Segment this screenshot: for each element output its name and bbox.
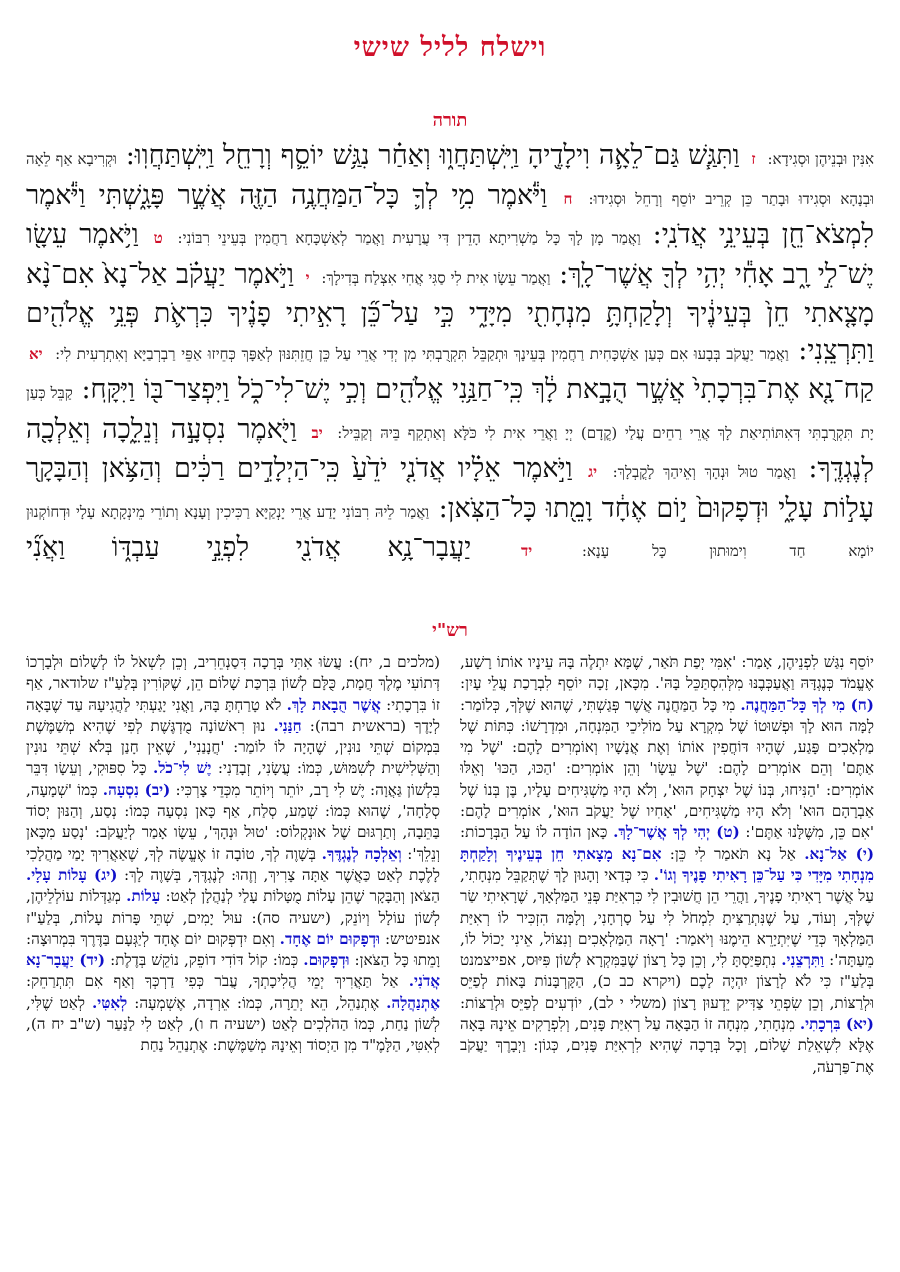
rashi-column-right — [460, 652, 874, 1252]
rashi-heading: רש"י — [432, 620, 468, 641]
rashi-text: (מלכים ב, יח): עֲשׂוּ אִתִּי בְּרָכָה דִּסַנְחֵרִיב, וְכֵן לִשְׁאֹל לוֹ לְשָׁלוֹם וּלְבָרְכוֹ דְּתוֹעִי מֶלֶךְ חֲמָת, כֻּלָּם לְשׁוֹן בִּרְכַּת שָׁלוֹם הֵן, שֶׁקּוֹרִין בְּלַעַ"ז שלודאר, אַף זוֹ בִּרְכָתִי: — [26, 653, 440, 714]
targum-text: וַאֲמַר מָן לָךְ כָּל מַשְׁרִיתָא הָדֵין דִּי עֲרָעִית וַאֲמַר לְאַשְׁכָּחָא רַחֲמִין בְּעֵינֵי רִבּוֹנִי: — [177, 229, 641, 247]
torah-verse: וַיֹּ֥אמֶר עֵשָׂ֖ו יֶשׁ־לִ֣י רָ֑ב אָחִ֕י יְהִ֥י לְךָ֖ אֲשֶׁר־לָֽךְ: — [26, 219, 874, 290]
rashi-dibur-hamatchil: (י) אַל־נָא. — [804, 844, 874, 863]
targum-text: קַבֵּל כְּעַן יָת תִּקְרֻבְתִּי דְּאִתּוֹתִיאַת לָךְ אֲרֵי רַחֵים עֲלַי (קֳדָם) יְיָ וַאֲרֵי אִית לִי כֹּלָּא וְאַתְקֵף בֵּיהּ וְקַבֵּיל: — [26, 384, 874, 442]
rashi-dibur-hamatchil: (יד) יַעֲבָר־נָא אֲדֹנִי. — [26, 951, 440, 991]
verse-number: יד — [521, 542, 533, 560]
rashi-text: מִי כָּל הַמַּחֲנֶה אֲשֶׁר פְּגַשְׁתִּי, שֶׁהוּא שֶׁלְּךָ, כְּלוֹמַר: לָמָּה הוּא לָךְ וּפְשׁוּטוֹ שֶׁל מִקְרָא עַל מוֹלִיכֵי הַמִּנְחָה, וּמִדְרָשׁוֹ: כִּתּוֹת שֶׁל מַלְאָכִים פָּגַע, שֶׁהָיוּ דּוֹחֲפִין אוֹתוֹ וְאֶת אֲנָשָׁיו וְאוֹמְרִים לָהֶם: 'שֶׁל מִי אַתֶּם' וְהֵם אוֹמְרִים לָהֶם: 'שֶׁל עֵשָׂו' וְהֵן אוֹמְרִים: 'הַכּוּ, הַכּוּ' וְאֵלּוּ אוֹמְרִים: 'הַנִּיחוּ, בְּנוֹ שֶׁל יִצְחָק הוּא', וְלֹא הָיוּ מַשְׁגִּיחִים עָלָיו, בֶּן בְּנוֹ שֶׁל אַבְרָהָם הוּא' וְלֹא הָיוּ מַשְׁגִּיחִים, 'אָחִיו שֶׁל יַעֲקֹב הוּא', אוֹמְרִים לָהֶם: 'אִם כֵּן, מִשֶּׁלָּנוּ אַתֶּם': — [460, 695, 874, 842]
torah-verse: וַיֹּ֣אמֶר אֵלָ֗יו אֲדֹנִ֤י יֹדֵ֙עַ֙ כִּֽי־הַיְלָדִ֣ים רַכִּ֔ים וְהַצֹּ֥אן וְהַבָּקָ֖ר עָל֣וֹת עָלָ֑י וּדְפָקוּם֙ י֣וֹם אֶחָ֔ד וָמֵ֖תוּ כָּל־הַצֹּֽאן: — [26, 453, 874, 524]
torah-verse: וַיֹּ֣אמֶר יַעֲקֹ֗ב אַל־נָא֙ אִם־נָ֨א מָצָ֤אתִי חֵן֙ בְּעֵינֶ֔יךָ וְלָקַחְתָּ֥ מִנְחָתִ֖י מִיָּדִ֑י כִּ֣י עַל־כֵּ֞ן רָאִ֣יתִי פָנֶ֗יךָ כִּרְאֹ֛ת פְּנֵ֥י אֱלֹהִ֖ים וַתִּרְצֵֽנִי: — [26, 258, 874, 366]
verse-number: ז — [751, 150, 756, 168]
rashi-dibur-hamatchil: (יא) בִּרְכָתִי. — [799, 1015, 874, 1034]
rashi-text: מְגַדְּלוֹת עוֹלְלֵיהֶן, לְשׁוֹן עוֹלָל וְיוֹנֵק, (ישעיה סה): עוּל יָמִים, שְׁתֵּי פָּרוֹת עָלוֹת, בְּלַעַ"ז אנפיטיש: — [26, 887, 440, 948]
rashi-text: כִּי כְּדַאי וְהָגוּן לָךְ שֶׁתְּקַבֵּל מִנְחָתִי, עַל אֲשֶׁר רָאִיתִי פָנֶיךָ, וַהֲרֵי הֵן חֲשׁוּבִין לִי כִּרְאִיַּת פְּנֵי הַמַּלְאָךְ, שֶׁרָאִיתִי שַׂר שֶׁלְּךָ, וְעוֹד, עַל שֶׁנִּתְרַצִּיתָ לִמְחֹל לִי עַל סָרְחָנִי, וְלָמָּה הִזְכִּיר לוֹ רְאִיַּת הַמַּלְאָךְ כְּדֵי שֶׁיִּתְיָרֵא הֵימֶנּוּ וְיֹאמַר: 'רָאָה הַמַּלְאָכִים וְנִצּוֹל, אֵינִי יָכוֹל לוֹ, מֵעַתָּה': — [460, 865, 874, 970]
rashi-text: לְאַט שֶׁלִּי, לְשׁוֹן נַחַת, כְּמוֹ הַהֹלְכִים לְאַט (ישעיה ח ו), לְאַט לִי לַנַּעַר (ש"ב יח ה), לְאִטִּי, הַלָּמֶ"ד מִן הַיְסוֹד וְאֵינָהּ מְשַׁמֶּשֶׁת: אֶתְנַהֵל נַחַת — [26, 993, 440, 1055]
rashi-dibur-hamatchil: (ח) מִי לְךָ כָּל־הַמַּחֲנֶה. — [740, 695, 874, 714]
rashi-commentary — [26, 652, 874, 1252]
rashi-text: הַצֹּאן וְהַבָּקָר שֶׁהֵן עָלוֹת מֻטָּלוֹת עָלַי לְנַהֲלָן לְאַט: — [160, 887, 440, 906]
verse-number: יג — [588, 463, 598, 481]
rashi-dibur-hamatchil: וּדְפָקוּם יוֹם אֶחָד. — [279, 929, 381, 948]
rashi-text: וְאִם יִדְפְּקוּם יוֹם אֶחָד לְיַגְּעָם בַּדֶּרֶךְ בִּמְרוּצָה: וָמֵתוּ כָּל הַצֹּאן: — [26, 929, 440, 970]
rashi-text: כָּל סִפּוּקִי, וְעֵשָׂו דִּבֵּר בִּלְשׁוֹן גַּאֲוָה: יֶשׁ לִי רָב, יוֹתֵר וְיוֹתֵר מִכְּדֵי צָרְכִּי: — [26, 759, 440, 799]
rashi-dibur-hamatchil: אִם־נָא מָצָאתִי חֵן בְּעֵינֶיךָ וְלָקַחְתָּ מִנְחָתִי מִיָּדִי כִּי עַל־כֵּן רָאִיתִי פָנֶיךָ וְגוֹ'. — [460, 844, 874, 884]
verse-number: יא — [29, 344, 43, 363]
rashi-dibur-hamatchil: לְאִטִּי. — [91, 993, 128, 1012]
verse-number: ח — [563, 189, 573, 208]
rashi-dibur-hamatchil: (יב) נִסְעָה. — [102, 780, 171, 799]
torah-heading: תורה — [432, 110, 468, 131]
torah-text — [26, 138, 874, 608]
torah-verse: וַיֹּ֖אמֶר נִסְעָ֣ה וְנֵלֵ֑כָה וְאֵלְכָ֖ה לְנֶגְדֶּֽךָ: — [26, 413, 874, 484]
targum-text: וּקְרִיבָא אַף לֵאָה וּבְנָהָא וּסְגִידוּ וּבָתַר כֵּן קְרֵיב יוֹסֵף וְרָחֵל וּסְגִידוּ: — [26, 150, 874, 208]
torah-verse: וַיֹּ֕אמֶר מִ֥י לְךָ֛ כָּל־הַמַּחֲנֶ֥ה הַזֶּ֖ה אֲשֶׁ֣ר פָּגָ֑שְׁתִּי וַיֹּ֕אמֶר לִמְצֹא־חֵ֖ן בְּעֵינֵ֥י אֲדֹנִֽי: — [26, 179, 874, 250]
rashi-text: יוֹסֵף נִגַּשׁ לִפְנֵיהֶן, אָמַר: 'אִמִּי יְפַת תֹּאַר, שֶׁמָּא יִתְלֶה בָּהּ עֵינָיו אוֹתוֹ רָשָׁע, אֶעֱמֹד כְּנֶגְדָּהּ וַאֲעַכְּבֶנּוּ מִלְּהִסְתַּכֵּל בָּהּ'. מִכָּאן, זָכָה יוֹסֵף לִבְרָכַת עֲלֵי עָיִן: — [460, 653, 874, 693]
targum-text: אִנִּין וּבְנֵיהֶן וּסְגִידָא: — [767, 150, 874, 168]
rashi-dibur-hamatchil: יֶשׁ לִי־כֹל. — [153, 759, 212, 778]
targum-text: וַאֲמַר עֵשָׂו אִית לִי סַגִּי אֲחִי אִצְלַח בְּדִילָךְ: — [321, 268, 551, 287]
rashi-text: אֶתְנַהֵל, הֵא יְתֵרָה, כְּמוֹ: אֵרְדָה, אֶשְׁמְעָה: — [127, 993, 387, 1012]
rashi-text: כָּאן הוֹדָה לוֹ עַל הַבְּרָכוֹת: — [460, 823, 614, 842]
rashi-text: כְּמוֹ 'שְׁמָעָה, סְלָחָה', שֶׁהוּא כְּמוֹ: שְׁמַע, סְלַח, אַף כָּאן נִסְעָה כְּמוֹ: נְסַע, וְהַנּוּן יְסוֹד בַּתֵּבָה, וְתַרְגּוּם שֶׁל אוּנְקְלוֹס: 'טוּל וּנְהָךְ', עֵשָׂו אָמַר לְיַעֲקֹב: 'נְסַע מִכָּאן וְנֵלֵךְ': — [26, 780, 440, 863]
rashi-text: מִנְחָתִי, מִנְחָה זוֹ הַבָּאָה עַל רְאִיַּת פָּנִים, וְלִפְרָקִים אֵינָהּ בָּאָה אֶלָּא לִשְׁאֵלַת שָׁלוֹם, וְכָל בְּרָכָה שֶׁהִיא לִרְאִיַּת פָּנִים, כְּגוֹן: וַיְבָרֶךְ יַעֲקֹב אֶת־פַּרְעֹה, — [460, 1015, 874, 1076]
rashi-text: נִתְפַּיַּסְתָּ לִי, וְכֵן כָּל רָצוֹן שֶׁבַּמִּקְרָא לְשׁוֹן פִּיּוּס, אפייצמנט בְּלַעַ"ז כִּי לֹא לְרָצוֹן יִהְיֶה לָכֶם (ויקרא כב כ), הַקָּרְבָּנוֹת בָּאוֹת לְפַיֵּס וּלְרַצּוֹת, וְכֵן שִׂפְתֵי צַדִּיק יֵדְעוּן רָצוֹן (משלי י לב), יוֹדְעִים לְפַיֵּס וּלְרַצּוֹת: — [460, 951, 874, 1012]
rashi-text: אַל נָא תֹּאמַר לִי כֵּן: — [661, 844, 805, 863]
rashi-dibur-hamatchil: אֲשֶׁר הֻבָאת לָךְ. — [286, 695, 381, 714]
rashi-dibur-hamatchil: וְאֵלְכָה לְנֶגְדֶּךָ. — [321, 844, 402, 863]
rashi-text: אַל תַּאֲרִיךְ יְמֵי הֲלִיכָתְךָ, עֲבֹר כְּפִי דַרְכְּךָ וְאַף אִם תִּתְרַחֵק: — [26, 972, 409, 991]
verse-number: י — [305, 268, 310, 287]
rashi-column-left — [26, 652, 440, 1252]
torah-verse: יַעֲבָר־נָ֥א אֲדֹנִ֖י לִפְנֵ֣י עַבְדּ֑וֹ וַאֲנִ֞י — [26, 532, 472, 563]
rashi-text: בְּשָׁוֶה לְךָ, טוֹבָה זוֹ אֶעֱשֶׂה לְךָ, שֶׁאַאֲרִיךְ יָמַי מַהֲלָכִי לָלֶכֶת לְאַט כַּאֲשֶׁר אַתָּה צָרִיךְ, וְזֶהוּ: לְנֶגְדֶּךָ, בְּשָׁוֶה לָךְ: — [26, 844, 440, 884]
torah-verse: קַח־נָ֤א אֶת־בִּרְכָתִי֙ אֲשֶׁ֣ר הֻבָ֣את לָ֔ךְ כִּֽי־חַנַּ֥נִי אֱלֹהִ֖ים וְכִ֣י יֶשׁ־לִי־כֹ֑ל וַיִּפְצַר־בּ֖וֹ וַיִּקָּֽח: — [81, 374, 874, 405]
targum-text: וַאֲמַר יַעֲקֹב בְּבָעוּ אִם כְּעַן אַשְׁכָּחִית רַחֲמִין בְּעֵינָךְ וּתְקַבֵּל תִּקְרֻבְתִּי מִן יְדִי אֲרֵי עַל כֵּן חֲזֵתִּנּוּן לְאַפָּךְ כְּחֵיזוּ אַפֵּי רַבְרְבַיָּא וְאִתְרְעִית לִי: — [55, 344, 789, 363]
rashi-dibur-hamatchil: וַתִּרְצֵנִי. — [781, 951, 825, 970]
rashi-text: נוּן רִאשׁוֹנָה מֻדְגֶּשֶׁת לְפִי שֶׁהִיא מְשַׁמֶּשֶׁת בִּמְקוֹם שְׁתֵּי נוּנִין, שֶׁהָיָה לוֹ לוֹמַר: 'חֲנָנַנִי', שֶׁאֵין חָנַן בְּלֹא שְׁתֵּי נוּנִין וְהַשְּׁלִישִׁית לְשִׁמּוּשׁ, כְּמוֹ: עֲשָׂנִי, זְבָדַנִי: — [26, 716, 440, 778]
rashi-dibur-hamatchil: אֶתְנַהֲלָה. — [386, 993, 440, 1012]
rashi-text: לֹא טָרַחְתָּ בָּהּ, וַאֲנִי יָגַעְתִּי לַהֲגִיעָהּ עַד שֶׁבָּאָה לְיָדֶךָ (בראשית רבה): — [26, 695, 440, 735]
verse-number: יב — [311, 423, 323, 442]
page-title: וישלח לליל שישי — [353, 32, 547, 63]
torah-verse: וַתִּגַּ֧שׁ גַּם־לֵאָ֛ה וִילָדֶ֖יהָ וַיִּֽשְׁתַּחֲו֑וּ וְאַחַ֗ר נִגַּ֥שׁ יוֹסֵ֛ף וְרָחֵ֖ל וַיִּֽשְׁתַּחֲוֽוּ: — [125, 140, 740, 171]
rashi-dibur-hamatchil: חַנַּנִי. — [273, 716, 302, 735]
verse-number: ט — [153, 229, 163, 247]
targum-text: וַאֲמַר טוּל וּנְהָךְ וְאֵיהַךְ לָקֳבְלָךְ: — [612, 463, 796, 481]
rashi-dibur-hamatchil: וּדְפָקוּם. — [303, 951, 350, 970]
rashi-text: כְּמוֹ: קוֹל דּוֹדִי דוֹפֵק, נוֹקֵשׁ בְּדֶלֶת: — [105, 951, 304, 970]
targum-text: וַאֲמַר לֵיהּ רִבּוֹנִי יָדַע אֲרֵי יָנְקַיָּא רַכִּיכִין וְעָנָא וְתוֹרֵי מֵינְקָתָא עָלָי וּדְחוֹקְנוּן יוֹמָא חַד וִימוּתוּן כָּל עָנָא: — [26, 502, 874, 560]
rashi-dibur-hamatchil: (יג) עָלוֹת עָלָי. — [26, 865, 118, 884]
rashi-dibur-hamatchil: (ט) יְהִי לְךָ אֲשֶׁר־לָךְ. — [613, 823, 740, 842]
rashi-dibur-hamatchil: עָלוֹת. — [126, 887, 161, 906]
